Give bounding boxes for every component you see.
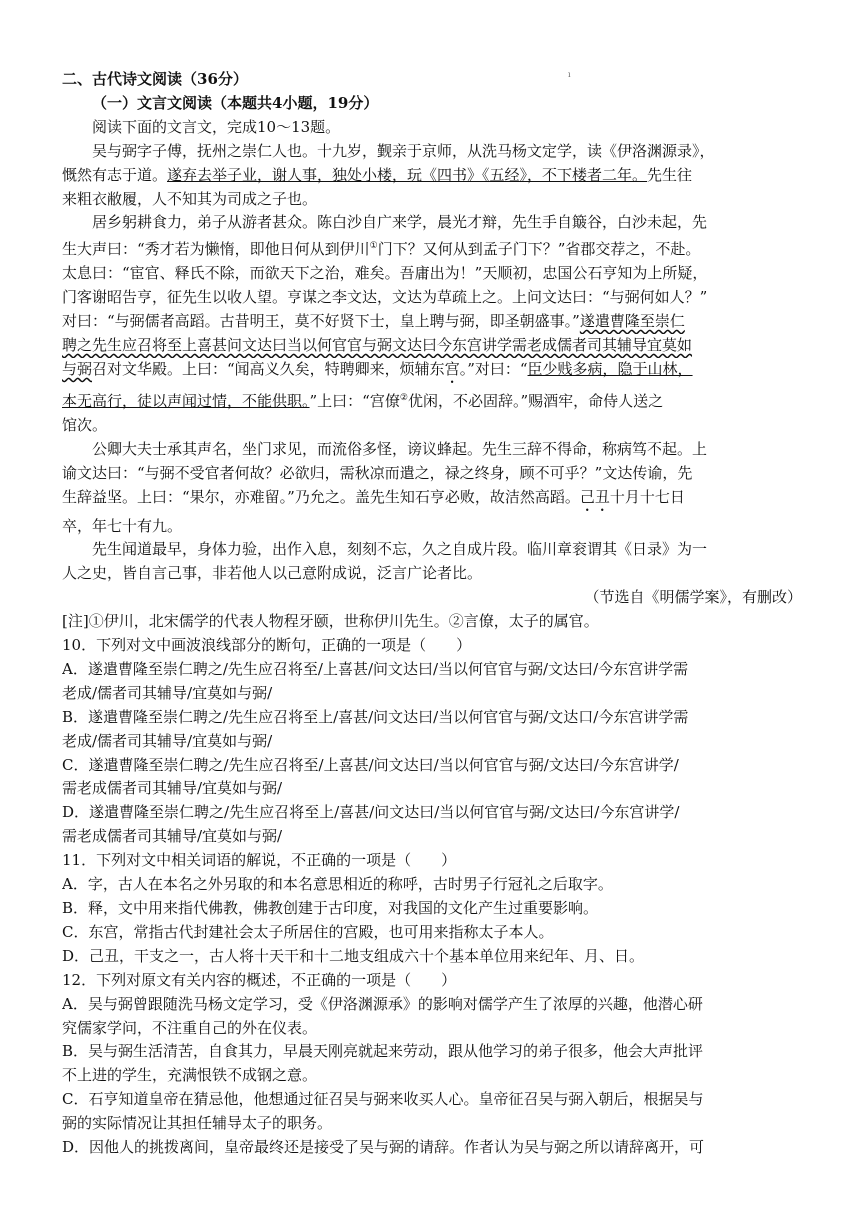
wavy-underlined-text: 遂遣曹隆至崇仁 [579, 312, 685, 331]
option-d-cont: 需老成儒者司其辅导/宜莫如与弼/ [62, 827, 283, 846]
option-b: B．遂遣曹隆至崇仁聘之/先生应召将至上/喜甚/问文达曰/当以何官官与弼/文达口/今东宫讲学需 [62, 707, 689, 726]
passage-line: 吴与弼字子傅，抚州之崇仁人也。十九岁，觐亲于京师，从洗马杨文定学，读《伊洛渊源录》， [92, 141, 715, 160]
exam-page [62, 68, 802, 1160]
passage-line: 先生闻道最早，身体力验，出作入息，刻刻不忘，久之自成片段。临川章衮谓其《日录》为一 [92, 540, 708, 559]
passage-line [62, 358, 802, 387]
passage-line: 来粗衣敝履，人不知其为司成之子也。 [62, 189, 318, 208]
source-citation: （节选自《明儒学案》，有删改） [584, 588, 802, 607]
passage-line [62, 387, 802, 414]
option-a-cont: 究儒家学问，不注重自己的外在仪表。 [62, 1018, 318, 1037]
option-a: A．吴与弼曾跟随洗马杨文定学习，受《伊洛渊源承》的影响对儒学产生了浓厚的兴趣，他潜心研 [62, 994, 703, 1013]
option-c-cont: 需老成儒者司其辅导/宜莫如与弼/ [62, 779, 283, 798]
text: 生辞益坚。上曰：“果尔，亦难留。”乃允之。盖先生知石亨必败，故洁然高蹈。 [62, 487, 580, 506]
wavy-underlined-text: 与弼 [62, 359, 93, 378]
passage-line [62, 486, 802, 515]
dotted-char: 己丑 [579, 487, 610, 506]
passage-line: 居乡躬耕食力，弟子从游者甚众。陈白沙自广来学，晨光才辩，先生手自簸谷，白沙未起，先 [92, 213, 708, 232]
section-title: 二、古代诗文阅读（36分） [62, 70, 248, 88]
text: 先生往 [647, 165, 693, 184]
question-11 [62, 849, 802, 969]
option-a: A．字，古人在本名之外另取的和本名意思相近的称呼，古时男子行冠礼之后取字。 [62, 875, 613, 894]
text: 慨然有志于道。 [62, 165, 168, 184]
passage-line [62, 310, 802, 334]
option-c-cont: 弼的实际情况让其担任辅导太子的职务。 [62, 1114, 333, 1133]
question-10 [62, 634, 802, 849]
text: 生大声曰：“秀才若为懒惰，即他日何从到伊川 [62, 240, 370, 259]
passage-line: 门客谢昭告亨，征先生以收人望。亨谋之李文达，文达为草疏上之。上问文达曰：“与弼何如人？” [62, 288, 708, 307]
dotted-char: 宫 [444, 359, 460, 378]
question-12 [62, 969, 802, 1160]
passage-line: 公卿大夫士承其声名，坐门求见，而流俗多怪，谤议蜂起。先生三辞不得命，称病笃不起。上 [92, 439, 708, 458]
text: 召对文华殿。上曰：“闻高义久矣，特聘卿来，烦辅东 [92, 359, 445, 378]
note-marker: ② [399, 392, 408, 403]
text: 对曰：“与弼儒者高蹈。古昔明王，莫不好贤下士，皇上聘与弼，即圣朝盛事。” [62, 312, 580, 331]
passage-line: 卒，年七十有九。 [62, 516, 183, 535]
text: ”上曰：“宫僚 [309, 391, 400, 410]
option-c: C．遂遣曹隆至崇仁聘之/先生应召将至/上喜甚/问文达曰/当以何官官与弼/文达曰/今东宫讲学/ [62, 755, 679, 774]
underlined-sentence: 遂弃去举子业，谢人事，独处小楼，玩《四书》《五经》，不下楼者二年。 [167, 165, 648, 184]
passage-line: 太息曰：“宦官、释氏不除，而欲天下之治，难矣。吾庸出为！”天顺初，忠国公石亨知为上所疑， [62, 264, 708, 283]
option-b-cont: 不上进的学生，充满恨铁不成钢之意。 [62, 1066, 318, 1085]
question-stem: 12．下列对原文有关内容的概述，不正确的一项是（ ） [62, 970, 457, 989]
option-b: B．吴与弼生活清苦，自食其力，早晨天刚亮就起来劳动，跟从他学习的弟子很多，他会大声批评 [62, 1042, 704, 1061]
passage-line [62, 235, 802, 262]
instruction: 阅读下面的文言文，完成10～13题。 [92, 117, 341, 136]
text: 门下？又何从到孟子门下？”省郡交荐之，不赴。 [377, 240, 701, 259]
question-stem: 10．下列对文中画波浪线部分的断句，正确的一项是（ ） [62, 636, 472, 655]
text: 。”对曰：“ [459, 359, 528, 378]
subsection-title: （一）文言文阅读（本题共4小题，19分） [92, 93, 379, 112]
option-d: D．己丑，干支之一，古人将十天干和十二地支组成六十个基本单位用来纪年、月、日。 [62, 946, 645, 965]
note-marker: ① [369, 241, 378, 252]
option-c: C．东宫，常指古代封建社会太子所居住的宫殿，也可用来指称太子本人。 [62, 922, 554, 941]
question-stem: 11．下列对文中相关词语的解说，不正确的一项是（ ） [62, 851, 457, 870]
option-a-cont: 老成/儒者司其辅导/宜莫如与弼/ [62, 683, 273, 702]
option-b-cont: 老成/儒者司其辅导/宜莫如与弼/ [62, 731, 273, 750]
passage-line [62, 164, 802, 188]
page-mark: ı [568, 70, 571, 79]
option-c: C．石亨知道皇帝在猜忌他，他想通过征召吴与弼来收买人心。皇帝征召吴与弼入朝后，根据吴与 [62, 1090, 704, 1109]
text: 优闲，不必固辞。”赐酒牢，命侍人送之 [407, 391, 664, 410]
option-b: B．释，文中用来指代佛教，佛教创建于古印度，对我国的文化产生过重要影响。 [62, 899, 599, 917]
passage-line: 馆次。 [62, 415, 108, 434]
option-a: A．遂遣曹隆至崇仁聘之/先生应召将至/上喜甚/问文达曰/当以何官官与弼/文达曰/今东宫讲学需 [62, 659, 689, 678]
notes: [注]①伊川，北宋儒学的代表人物程牙颐，世称伊川先生。②言僚，太子的属官。 [62, 612, 599, 631]
text: 十月十七日 [609, 487, 685, 506]
option-d: D．因他人的挑拨离间，皇帝最终还是接受了吴与弼的请辞。作者认为吴与弼之所以请辞离开，可 [62, 1138, 705, 1157]
passage [62, 140, 802, 587]
underlined-sentence: 臣少贱多病，隐于山林， [527, 359, 693, 378]
underlined-sentence: 本无高行，徒以声闻过情，不能供职。 [62, 391, 310, 410]
passage-line: 人之史，皆自言己事，非若他人以己意附成说，泛言广论者比。 [62, 564, 483, 583]
passage-line: 谕文达曰：“与弼不受官者何故？必欲归，需秋凉而遣之，禄之终身，顾不可乎？”文达传谕，先 [62, 463, 693, 482]
option-d: D．遂遣曹隆至崇仁聘之/先生应召将至上/喜甚/问文达曰/当以何官官与弼/文达曰/今东宫讲学/ [62, 803, 680, 822]
passage-line [62, 334, 802, 358]
wavy-underlined-text: 聘之先生应召将至上喜甚问文达曰当以何官官与弼文达曰今东宫讲学需老成儒者司其辅导宜莫如 [62, 335, 693, 354]
